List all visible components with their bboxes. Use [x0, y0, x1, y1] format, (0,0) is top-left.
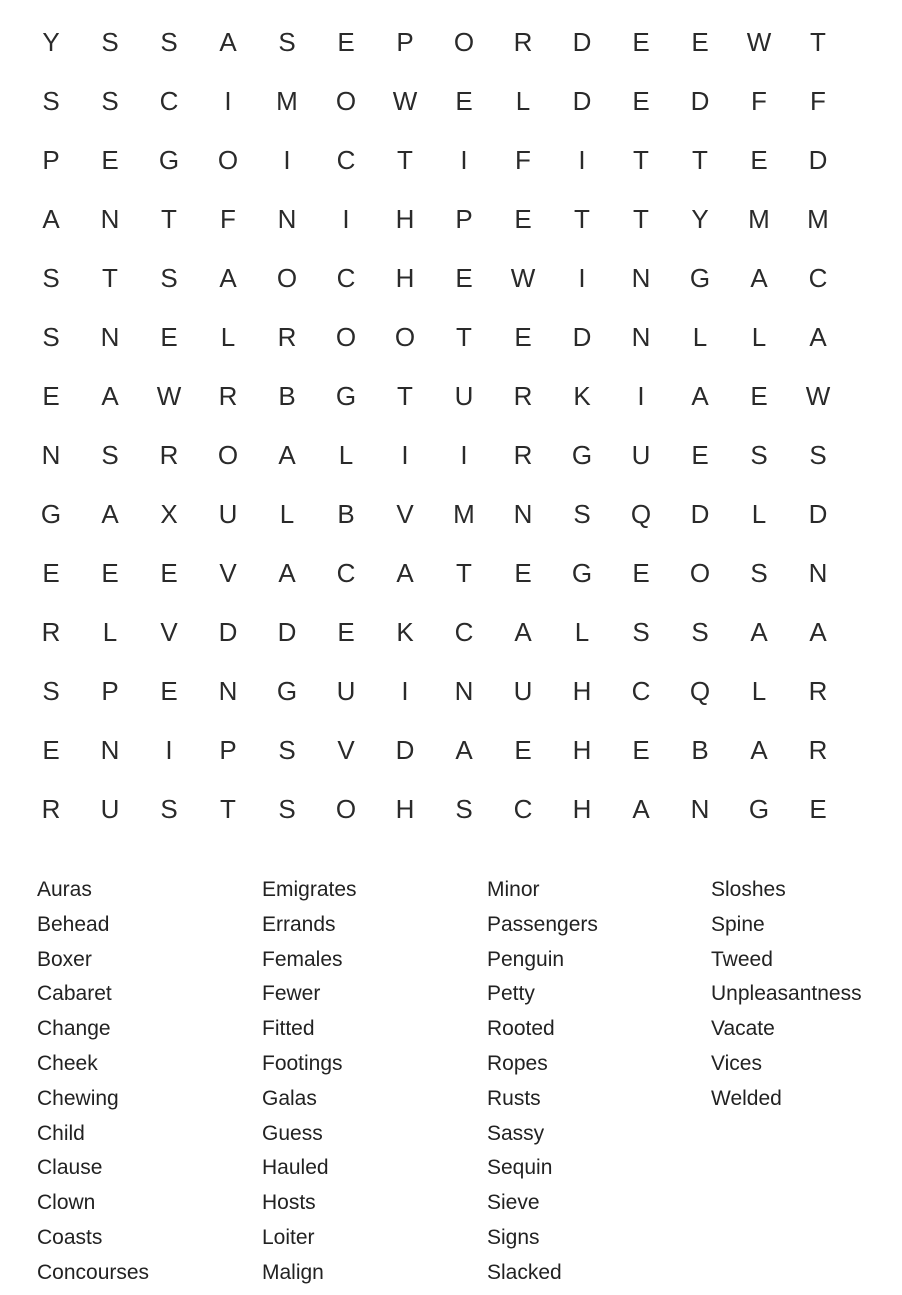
grid-cell[interactable]: T: [220, 794, 236, 824]
grid-cell[interactable]: V: [396, 499, 414, 529]
grid-cell[interactable]: O: [217, 145, 239, 175]
word-list-item: Signs: [487, 1226, 540, 1249]
grid-cell[interactable]: U: [454, 381, 474, 411]
grid-cell[interactable]: V: [219, 558, 237, 588]
grid-cell[interactable]: R: [159, 440, 179, 470]
grid-cell[interactable]: M: [453, 499, 475, 529]
grid-cell[interactable]: L: [751, 322, 767, 352]
grid-cell[interactable]: R: [513, 27, 533, 57]
grid-cell[interactable]: D: [277, 617, 297, 647]
grid-cell[interactable]: U: [631, 440, 651, 470]
grid-cell[interactable]: G: [571, 440, 593, 470]
grid-cell[interactable]: I: [460, 145, 468, 175]
grid-cell[interactable]: I: [578, 263, 586, 293]
grid-cell[interactable]: O: [335, 794, 357, 824]
word-list-item: Chewing: [37, 1086, 119, 1110]
word-list-item: Hauled: [262, 1156, 329, 1180]
grid-cell[interactable]: S: [278, 27, 296, 57]
word-list-item: Clause: [37, 1156, 103, 1180]
grid-cell[interactable]: C: [336, 145, 356, 175]
grid-cell[interactable]: E: [337, 27, 355, 57]
grid-cell[interactable]: S: [160, 263, 178, 293]
grid-cell[interactable]: A: [278, 440, 296, 470]
grid-cell[interactable]: D: [572, 27, 592, 57]
grid-cell[interactable]: D: [690, 499, 710, 529]
grid-cell[interactable]: C: [631, 676, 651, 706]
grid-cell[interactable]: V: [337, 735, 355, 765]
grid-cell[interactable]: R: [218, 381, 238, 411]
grid-cell[interactable]: T: [810, 27, 826, 57]
grid-cell[interactable]: W: [156, 381, 182, 411]
grid-cell[interactable]: T: [633, 204, 649, 234]
grid-cell[interactable]: E: [809, 794, 827, 824]
grid-cell[interactable]: E: [691, 27, 709, 57]
grid-cell[interactable]: P: [42, 145, 60, 175]
word-list-item: Loiter: [262, 1226, 315, 1249]
grid-cell[interactable]: E: [42, 381, 60, 411]
word-list-item: Coasts: [37, 1226, 103, 1249]
grid-cell[interactable]: I: [283, 145, 291, 175]
grid-cell[interactable]: P: [101, 676, 119, 706]
grid-cell[interactable]: D: [808, 145, 828, 175]
word-list-item: Child: [37, 1121, 85, 1145]
grid-cell[interactable]: S: [160, 794, 178, 824]
word-list-item: Tweed: [711, 947, 773, 971]
grid-cell[interactable]: I: [165, 735, 173, 765]
grid-cell[interactable]: L: [338, 440, 354, 470]
grid-cell[interactable]: M: [276, 86, 298, 116]
grid-cell[interactable]: L: [102, 617, 118, 647]
grid-cell[interactable]: N: [631, 322, 651, 352]
grid-cell[interactable]: C: [159, 86, 179, 116]
grid-cell[interactable]: L: [220, 322, 236, 352]
grid-cell[interactable]: H: [572, 676, 592, 706]
grid-cell[interactable]: H: [395, 794, 415, 824]
grid-cell[interactable]: E: [632, 735, 650, 765]
word-list-item: Galas: [262, 1086, 317, 1110]
grid-cell[interactable]: Q: [630, 499, 652, 529]
word-list-item: Welded: [711, 1086, 782, 1110]
word-list-item: Behead: [37, 912, 110, 936]
word-list-item: Passengers: [487, 912, 598, 936]
grid-cell[interactable]: Y: [691, 204, 709, 234]
grid-cell[interactable]: L: [574, 617, 590, 647]
word-list-item: Petty: [487, 982, 535, 1006]
grid-cell[interactable]: G: [276, 676, 298, 706]
grid-cell[interactable]: N: [277, 204, 297, 234]
word-list-item: Emigrates: [262, 878, 357, 901]
grid-cell[interactable]: A: [278, 558, 296, 588]
grid-cell[interactable]: G: [748, 794, 770, 824]
grid-cell[interactable]: K: [396, 617, 414, 647]
grid-cell[interactable]: U: [100, 794, 120, 824]
grid-cell[interactable]: G: [335, 381, 357, 411]
grid-cell[interactable]: B: [337, 499, 355, 529]
grid-cell[interactable]: A: [750, 617, 768, 647]
word-list-item: Sieve: [487, 1191, 540, 1215]
grid-cell[interactable]: N: [100, 204, 120, 234]
grid-cell[interactable]: M: [748, 204, 770, 234]
grid-cell[interactable]: E: [101, 558, 119, 588]
grid-cell[interactable]: C: [513, 794, 533, 824]
grid-cell[interactable]: E: [160, 676, 178, 706]
word-list-item: Fitted: [262, 1017, 315, 1041]
grid-cell[interactable]: A: [632, 794, 650, 824]
grid-cell[interactable]: E: [42, 735, 60, 765]
grid-cell[interactable]: S: [101, 86, 119, 116]
word-list-item: Cheek: [37, 1052, 98, 1075]
grid-cell[interactable]: A: [396, 558, 414, 588]
word-list-item: Unpleasantness: [711, 982, 862, 1006]
grid-cell[interactable]: E: [632, 27, 650, 57]
grid-cell[interactable]: E: [632, 86, 650, 116]
grid-cell[interactable]: O: [335, 86, 357, 116]
word-list-item: Malign: [262, 1260, 324, 1284]
grid-cell[interactable]: S: [278, 735, 296, 765]
grid-cell[interactable]: N: [631, 263, 651, 293]
grid-cell[interactable]: R: [513, 440, 533, 470]
grid-cell[interactable]: E: [514, 322, 532, 352]
word-list-item: Sassy: [487, 1121, 545, 1145]
grid-cell[interactable]: E: [750, 145, 768, 175]
grid-cell[interactable]: S: [101, 27, 119, 57]
word-list-item: Ropes: [487, 1052, 548, 1075]
grid-cell[interactable]: M: [807, 204, 829, 234]
word-list-item: Change: [37, 1017, 111, 1041]
word-list-item: Concourses: [37, 1260, 150, 1284]
grid-cell[interactable]: T: [692, 145, 708, 175]
grid-cell[interactable]: N: [100, 735, 120, 765]
grid-cell[interactable]: T: [456, 322, 472, 352]
word-list-item: Slacked: [487, 1260, 562, 1284]
grid-cell[interactable]: S: [750, 440, 768, 470]
word-list-item: Fewer: [262, 982, 321, 1006]
grid-cell[interactable]: L: [279, 499, 295, 529]
grid-cell[interactable]: D: [808, 499, 828, 529]
grid-cell[interactable]: C: [808, 263, 828, 293]
word-list-item: Clown: [37, 1191, 96, 1215]
grid-cell[interactable]: I: [224, 86, 232, 116]
grid-cell[interactable]: T: [456, 558, 472, 588]
grid-cell[interactable]: R: [808, 735, 828, 765]
grid-cell[interactable]: O: [335, 322, 357, 352]
grid-cell[interactable]: E: [42, 558, 60, 588]
word-list-item: Rooted: [487, 1017, 555, 1041]
word-list-item: Females: [262, 947, 343, 971]
word-list-item: Errands: [262, 912, 336, 936]
grid-cell[interactable]: N: [808, 558, 828, 588]
grid-cell[interactable]: P: [396, 27, 414, 57]
grid-cell[interactable]: U: [513, 676, 533, 706]
grid-cell[interactable]: E: [514, 558, 532, 588]
grid-cell[interactable]: S: [42, 322, 60, 352]
grid-cell[interactable]: S: [42, 676, 60, 706]
grid-cell[interactable]: S: [160, 27, 178, 57]
grid-cell[interactable]: X: [160, 499, 178, 529]
grid-cell[interactable]: C: [336, 263, 356, 293]
word-list-item: Hosts: [262, 1191, 316, 1215]
word-list-item: Guess: [262, 1121, 323, 1145]
word-list-item: Auras: [37, 878, 92, 901]
grid-cell[interactable]: D: [690, 86, 710, 116]
grid-cell[interactable]: T: [633, 145, 649, 175]
grid-cell[interactable]: A: [101, 381, 119, 411]
grid-cell[interactable]: S: [573, 499, 591, 529]
grid-cell[interactable]: O: [217, 440, 239, 470]
grid-cell[interactable]: O: [453, 27, 475, 57]
grid-cell[interactable]: E: [160, 322, 178, 352]
word-list-item: Rusts: [487, 1086, 541, 1110]
grid-cell[interactable]: E: [455, 263, 473, 293]
grid-cell[interactable]: A: [514, 617, 532, 647]
grid-cell[interactable]: S: [632, 617, 650, 647]
grid-cell[interactable]: R: [513, 381, 533, 411]
grid-cell[interactable]: R: [41, 794, 61, 824]
grid-cell[interactable]: B: [691, 735, 709, 765]
word-list-item: Cabaret: [37, 982, 112, 1006]
grid-cell[interactable]: S: [42, 263, 60, 293]
grid-cell[interactable]: I: [401, 440, 409, 470]
grid-cell[interactable]: W: [510, 263, 536, 293]
grid-cell[interactable]: A: [691, 381, 709, 411]
grid-cell[interactable]: H: [572, 794, 592, 824]
grid-cell[interactable]: E: [514, 735, 532, 765]
grid-cell[interactable]: A: [809, 322, 827, 352]
grid-cell[interactable]: I: [637, 381, 645, 411]
grid-cell[interactable]: T: [161, 204, 177, 234]
grid-cell[interactable]: S: [455, 794, 473, 824]
grid-cell[interactable]: Q: [689, 676, 711, 706]
grid-cell[interactable]: R: [41, 617, 61, 647]
grid-cell[interactable]: D: [395, 735, 415, 765]
grid-cell[interactable]: A: [809, 617, 827, 647]
grid-cell[interactable]: N: [218, 676, 238, 706]
grid-cell[interactable]: E: [691, 440, 709, 470]
grid-cell[interactable]: N: [41, 440, 61, 470]
grid-cell[interactable]: L: [751, 499, 767, 529]
word-list-item: Minor: [487, 878, 540, 901]
grid-cell[interactable]: A: [101, 499, 119, 529]
grid-cell[interactable]: E: [337, 617, 355, 647]
grid-cell[interactable]: F: [515, 145, 531, 175]
grid-cell[interactable]: S: [278, 794, 296, 824]
grid-cell[interactable]: D: [572, 86, 592, 116]
grid-cell[interactable]: N: [100, 322, 120, 352]
grid-cell[interactable]: O: [394, 322, 416, 352]
grid-cell[interactable]: N: [454, 676, 474, 706]
grid-cell[interactable]: F: [220, 204, 236, 234]
grid-cell[interactable]: W: [805, 381, 831, 411]
grid-cell[interactable]: E: [514, 204, 532, 234]
grid-cell[interactable]: A: [750, 263, 768, 293]
grid-cell[interactable]: D: [218, 617, 238, 647]
grid-cell[interactable]: A: [42, 204, 60, 234]
grid-cell[interactable]: S: [750, 558, 768, 588]
grid-cell[interactable]: G: [158, 145, 180, 175]
grid-cell[interactable]: U: [218, 499, 238, 529]
word-list-item: Spine: [711, 912, 765, 936]
grid-cell[interactable]: A: [219, 263, 237, 293]
grid-cell[interactable]: H: [572, 735, 592, 765]
grid-cell[interactable]: I: [460, 440, 468, 470]
grid-cell[interactable]: R: [277, 322, 297, 352]
grid-cell[interactable]: A: [219, 27, 237, 57]
grid-cell[interactable]: O: [276, 263, 298, 293]
grid-cell[interactable]: K: [573, 381, 591, 411]
grid-cell[interactable]: T: [397, 381, 413, 411]
grid-cell[interactable]: P: [455, 204, 473, 234]
grid-cell[interactable]: U: [336, 676, 356, 706]
grid-cell[interactable]: G: [571, 558, 593, 588]
grid-cell[interactable]: H: [395, 263, 415, 293]
grid-cell[interactable]: B: [278, 381, 296, 411]
grid-cell[interactable]: I: [578, 145, 586, 175]
grid-cell[interactable]: S: [809, 440, 827, 470]
word-list-item: Sequin: [487, 1156, 553, 1180]
word-list-item: Vices: [711, 1052, 762, 1075]
grid-cell[interactable]: E: [101, 145, 119, 175]
grid-cell[interactable]: H: [395, 204, 415, 234]
word-list-item: Vacate: [711, 1017, 775, 1041]
grid-cell[interactable]: N: [690, 794, 710, 824]
grid-cell[interactable]: R: [808, 676, 828, 706]
grid-cell[interactable]: S: [42, 86, 60, 116]
grid-cell[interactable]: T: [574, 204, 590, 234]
grid-cell[interactable]: A: [455, 735, 473, 765]
grid-cell[interactable]: F: [810, 86, 826, 116]
word-list-item: Sloshes: [711, 878, 786, 901]
grid-cell[interactable]: S: [691, 617, 709, 647]
grid-cell[interactable]: V: [160, 617, 178, 647]
word-list-item: Penguin: [487, 947, 565, 971]
grid-cell[interactable]: F: [751, 86, 767, 116]
grid-cell[interactable]: A: [750, 735, 768, 765]
grid-cell[interactable]: Y: [42, 27, 60, 57]
grid-cell[interactable]: I: [401, 676, 409, 706]
grid-cell[interactable]: P: [219, 735, 237, 765]
grid-cell[interactable]: E: [632, 558, 650, 588]
grid-cell[interactable]: C: [454, 617, 474, 647]
grid-cell[interactable]: L: [751, 676, 767, 706]
word-list-item: Boxer: [37, 947, 92, 971]
grid-cell[interactable]: N: [513, 499, 533, 529]
grid-cell[interactable]: W: [746, 27, 772, 57]
grid-cell[interactable]: D: [572, 322, 592, 352]
grid-cell[interactable]: E: [455, 86, 473, 116]
grid-cell[interactable]: S: [101, 440, 119, 470]
grid-cell[interactable]: O: [689, 558, 711, 588]
grid-cell[interactable]: I: [342, 204, 350, 234]
grid-cell[interactable]: G: [689, 263, 711, 293]
grid-cell[interactable]: C: [336, 558, 356, 588]
grid-cell[interactable]: W: [392, 86, 418, 116]
grid-cell[interactable]: T: [102, 263, 118, 293]
grid-cell[interactable]: L: [692, 322, 708, 352]
grid-cell[interactable]: T: [397, 145, 413, 175]
word-list-item: Footings: [262, 1052, 343, 1075]
grid-cell[interactable]: E: [750, 381, 768, 411]
grid-cell[interactable]: E: [160, 558, 178, 588]
grid-cell[interactable]: G: [40, 499, 62, 529]
grid-cell[interactable]: L: [515, 86, 531, 116]
